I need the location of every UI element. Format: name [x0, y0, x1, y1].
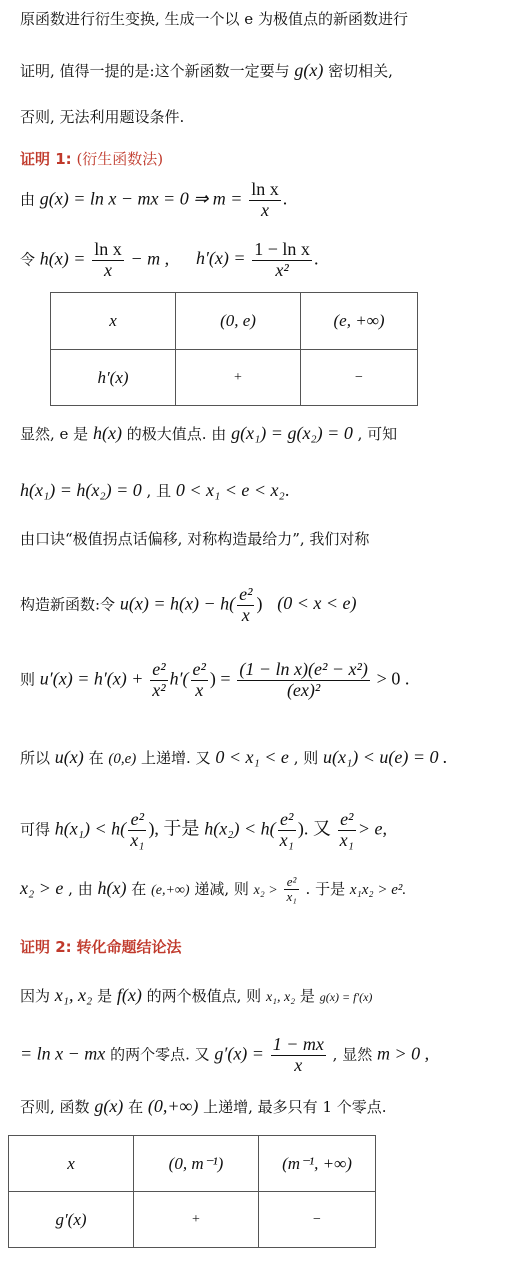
- fraction: [191, 660, 208, 701]
- denominator: x₁: [130, 829, 145, 850]
- text: 是: [97, 987, 113, 1005]
- denominator: x²: [275, 259, 289, 280]
- math: g(x) = f′(x): [319, 990, 373, 1004]
- g-function: g(x): [294, 60, 324, 80]
- numerator: e²: [239, 584, 253, 604]
- math: x₂ >: [253, 882, 278, 898]
- denominator: x₁: [339, 829, 354, 850]
- text: 可得: [20, 820, 51, 839]
- math: x₁, x₂: [265, 990, 296, 1005]
- math: ). 又: [297, 818, 331, 839]
- table-cell: (e, +∞): [301, 293, 418, 350]
- math: u′(x) = h′(x) +: [39, 668, 144, 689]
- statement-2: h(x₁) = h(x₂) = 0 , 且 0 < x₁ < e < x₂.: [20, 480, 290, 500]
- fraction: [278, 810, 296, 851]
- intro-text-2: 密切相关,: [328, 62, 393, 80]
- math: ), 于是: [148, 818, 200, 839]
- fraction: [284, 875, 298, 905]
- proof1-heading: [20, 150, 163, 168]
- proof2-line-2: [20, 1035, 429, 1076]
- statement-5: [20, 660, 409, 701]
- denominator: x₁: [279, 829, 294, 850]
- proof2-title: 证明 2:: [20, 938, 72, 956]
- equation-1: 由 g(x) = ln x − mx = 0 ⇒ m = $\frac{\text{ln x}}{x}$ .: [20, 179, 288, 220]
- statement-8: [20, 875, 406, 905]
- eq-prefix: 令: [20, 250, 36, 269]
- eq-body: h′(x) =: [195, 248, 246, 269]
- fraction: [252, 240, 312, 281]
- denominator: x₁: [286, 889, 297, 905]
- table-cell: x: [9, 1136, 134, 1192]
- fraction: [237, 585, 254, 626]
- denominator: x: [241, 604, 250, 625]
- text: 上递增, 最多只有 1 个零点.: [203, 1098, 387, 1116]
- eq-body: g(x) = ln x − mx = 0 ⇒ m =: [39, 188, 243, 209]
- math: > e,: [357, 818, 388, 839]
- proof2-method: 转化命题结论法: [76, 938, 182, 956]
- fraction: [338, 810, 356, 851]
- text: 的极大值点. 由: [126, 425, 227, 443]
- text: 在: [88, 749, 104, 767]
- math: x₂ > e: [20, 877, 64, 898]
- text: 的两个零点. 又: [110, 1045, 210, 1064]
- table-cell: x: [51, 293, 176, 350]
- math: h′(: [169, 668, 189, 689]
- math: h(x): [97, 877, 127, 898]
- text: , 由: [68, 879, 93, 898]
- proof2-line-1: [20, 985, 372, 1007]
- math: 0 < x₁ < e < x₂: [175, 480, 285, 500]
- text: , 可知: [357, 425, 398, 443]
- table-cell: −: [301, 350, 418, 406]
- text: 构造新函数:令: [20, 595, 116, 614]
- numerator: e²: [128, 810, 146, 831]
- table-cell: +: [176, 350, 301, 406]
- denominator: x: [294, 1054, 303, 1075]
- text: , 则: [293, 749, 319, 767]
- table-cell: (m⁻¹, +∞): [259, 1136, 376, 1192]
- text: 显然, e 是: [20, 425, 89, 443]
- intro-line-1: 原函数进行衍生变换, 生成一个以 e 为极值点的新函数进行: [20, 10, 408, 28]
- fraction: [128, 810, 146, 851]
- fraction: [92, 240, 124, 281]
- statement-4: [20, 585, 357, 626]
- math: h(x₁) < h(: [54, 818, 127, 839]
- math: f(x): [116, 985, 142, 1005]
- math: u(x): [54, 747, 84, 767]
- text: 的两个极值点, 则: [146, 987, 262, 1005]
- numerator: 1 − ln x: [254, 239, 310, 259]
- math: u(x₁) < u(e) = 0 .: [323, 747, 448, 767]
- numerator: e²: [192, 659, 206, 679]
- table-cell: h′(x): [51, 350, 176, 406]
- fraction: [150, 660, 167, 701]
- math: g′(x) =: [214, 1043, 264, 1064]
- math: h(x₁) = h(x₂) = 0: [20, 480, 142, 500]
- text: 在: [131, 879, 147, 898]
- statement-1: [20, 423, 397, 445]
- fraction: [237, 660, 370, 701]
- proof1-title: 证明 1:: [20, 150, 72, 168]
- math: u(x) = h(x) − h(: [119, 593, 236, 614]
- intro-line-2: [20, 60, 393, 82]
- statement-3: 由口诀“极值拐点话偏移, 对称构造最给力”, 我们对称: [20, 530, 370, 548]
- statement-6: [20, 747, 448, 769]
- denominator: x²: [152, 679, 166, 700]
- numerator: e²: [152, 659, 166, 679]
- text: 递减, 则: [194, 879, 249, 898]
- numerator: e²: [338, 810, 356, 831]
- math: ) =: [209, 668, 231, 689]
- math: g(x): [94, 1096, 124, 1116]
- proof2-line-3: [20, 1096, 387, 1118]
- math: x₁, x₂: [54, 985, 93, 1005]
- math: (e,+∞): [151, 882, 190, 898]
- table-cell: −: [259, 1192, 376, 1248]
- fraction: [249, 180, 281, 221]
- numerator: ln x: [94, 239, 122, 259]
- text: , 显然: [332, 1045, 373, 1064]
- table-cell: g′(x): [9, 1192, 134, 1248]
- table-cell: (0, e): [176, 293, 301, 350]
- math: 0 < x₁ < e: [215, 747, 289, 767]
- numerator: ln x: [251, 179, 279, 199]
- text: 上递增. 又: [141, 749, 211, 767]
- proof2-heading: [20, 938, 181, 956]
- numerator: 1 − mx: [272, 1034, 324, 1054]
- math: > 0 .: [376, 668, 410, 689]
- text: 因为: [20, 987, 51, 1005]
- math: x₁x₂ > e².: [349, 881, 407, 898]
- intro-text: 证明, 值得一提的是:这个新函数一定要与: [20, 62, 290, 80]
- table-cell: (0, m⁻¹): [134, 1136, 259, 1192]
- math: ): [256, 593, 263, 614]
- sign-table-1: [50, 292, 418, 406]
- math: (0,e): [108, 751, 137, 767]
- math: g(x₁) = g(x₂) = 0: [231, 423, 353, 443]
- denominator: x: [260, 199, 269, 220]
- fraction: [271, 1035, 326, 1076]
- denominator: (ex)²: [286, 679, 321, 700]
- text: . 于是: [305, 879, 346, 898]
- math: (0 < x < e): [277, 593, 357, 614]
- math: h(x₂) < h(: [204, 818, 276, 839]
- numerator: e²: [284, 875, 298, 890]
- math: h(x): [92, 423, 122, 443]
- statement-7: [20, 810, 387, 851]
- eq-prefix: 由: [20, 190, 36, 209]
- text: 在: [128, 1098, 144, 1116]
- numerator: e²: [278, 810, 296, 831]
- text: 否则, 函数: [20, 1098, 90, 1116]
- math: (0,+∞): [147, 1096, 199, 1116]
- math: = ln x − mx: [20, 1043, 106, 1064]
- sign-table-2: [8, 1135, 376, 1248]
- equation-2: 令 h(x) = $\frac{\text{ln x}}{x}$ − m , h′(x) = $\frac{\text{1 − ln x}}{\text{x²}}$ .: [20, 239, 319, 280]
- text: 则: [20, 670, 36, 689]
- table-cell: +: [134, 1192, 259, 1248]
- eq-body: h(x) =: [39, 248, 86, 269]
- text: 是: [299, 987, 315, 1005]
- proof1-method: (衍生函数法): [76, 150, 164, 168]
- intro-line-3: 否则, 无法利用题设条件.: [20, 108, 185, 126]
- numerator: (1 − ln x)(e² − x²): [239, 659, 368, 679]
- text: 所以: [20, 749, 51, 767]
- text: , 且: [146, 482, 172, 500]
- denominator: x: [103, 259, 112, 280]
- eq-body: − m ,: [130, 248, 170, 269]
- math: m > 0 ,: [376, 1043, 430, 1064]
- denominator: x: [195, 679, 204, 700]
